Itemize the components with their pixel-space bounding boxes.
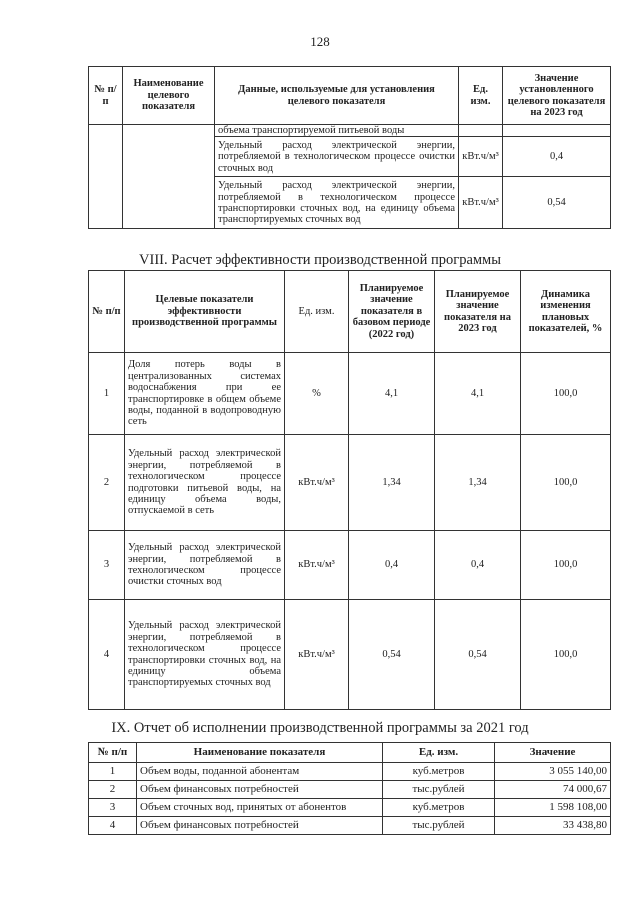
- table-row: [89, 781, 611, 799]
- row-value: 74 000,67: [495, 781, 611, 799]
- col-header-unit: Ед. изм.: [383, 743, 495, 763]
- row-plan: 1,34: [435, 435, 521, 531]
- row-value: 33 438,80: [495, 817, 611, 835]
- row-name: Объем сточных вод, принятых от абонентов: [137, 799, 383, 817]
- row-dynamics: 100,0: [521, 531, 611, 600]
- row-num: 2: [89, 435, 125, 531]
- page-number: 128: [310, 34, 330, 49]
- row-plan: 0,54: [435, 600, 521, 710]
- row-name: Объем финансовых потребностей: [137, 781, 383, 799]
- table-cell-value: 0,54: [503, 177, 611, 229]
- row-unit: кВт.ч/м³: [285, 435, 349, 531]
- table-row: [89, 817, 611, 835]
- table-cell: [89, 125, 123, 229]
- row-unit: кВт.ч/м³: [285, 600, 349, 710]
- table-row: [89, 353, 611, 435]
- row-base: 1,34: [349, 435, 435, 531]
- table-row: [89, 763, 611, 781]
- row-num: 4: [89, 600, 125, 710]
- row-indicator: Удельный расход электрической энергии, потребляемой в технологическом процессе очистки сточных вод: [125, 531, 285, 600]
- row-unit: куб.метров: [383, 763, 495, 781]
- col-header-value: Значение: [495, 743, 611, 763]
- row-num: 2: [89, 781, 137, 799]
- row-num: 4: [89, 817, 137, 835]
- row-num: 3: [89, 799, 137, 817]
- row-base: 4,1: [349, 353, 435, 435]
- report-table: [88, 742, 611, 835]
- row-value: 3 055 140,00: [495, 763, 611, 781]
- col-header-dynamics: Динамика изменения плановых показателей, %: [521, 271, 611, 353]
- row-base: 0,54: [349, 600, 435, 710]
- col-header-num: № п/п: [89, 67, 123, 125]
- table-row: [89, 600, 611, 710]
- section-9-title: IX. Отчет об исполнении производственной программы за 2021 год: [111, 720, 529, 736]
- section-8-title: VIII. Расчет эффективности производственной программы: [139, 252, 501, 268]
- row-indicator: Удельный расход электрической энергии, потребляемой в технологическом процессе подготовки питьевой воды, на единицу объема воды, отпускаемой в сеть: [125, 435, 285, 531]
- col-header-num: № п/п: [89, 743, 137, 763]
- row-num: 3: [89, 531, 125, 600]
- table-row: [89, 799, 611, 817]
- row-base: 0,4: [349, 531, 435, 600]
- row-unit: тыс.рублей: [383, 781, 495, 799]
- table-cell-unit: кВт.ч/м³: [459, 177, 503, 229]
- row-unit: куб.метров: [383, 799, 495, 817]
- row-name: Объем финансовых потребностей: [137, 817, 383, 835]
- target-indicators-table: [88, 66, 611, 229]
- table-cell: [459, 125, 503, 137]
- row-unit: тыс.рублей: [383, 817, 495, 835]
- col-header-plan: Планируемое значение показателя на 2023 год: [435, 271, 521, 353]
- row-dynamics: 100,0: [521, 435, 611, 531]
- table-cell: [503, 125, 611, 137]
- efficiency-table: [88, 270, 611, 710]
- table-cell-data: Удельный расход электрической энергии, потребляемой в технологическом процессе транспортировки сточных вод, на единицу объема транспортируемых сточных вод: [215, 177, 459, 229]
- row-plan: 4,1: [435, 353, 521, 435]
- col-header-base: Планируемое значение показателя в базовом периоде (2022 год): [349, 271, 435, 353]
- row-unit: %: [285, 353, 349, 435]
- row-dynamics: 100,0: [521, 600, 611, 710]
- col-header-unit: Ед. изм.: [285, 271, 349, 353]
- row-indicator: Доля потерь воды в централизованных системах водоснабжения при ее транспортировке в общем объеме воды, поданной в водопроводную сеть: [125, 353, 285, 435]
- col-header-num: № п/п: [89, 271, 125, 353]
- table-cell: [123, 125, 215, 229]
- col-header-value: Значение установленного целевого показателя на 2023 год: [503, 67, 611, 125]
- row-num: 1: [89, 763, 137, 781]
- row-num: 1: [89, 353, 125, 435]
- col-header-data: Данные, используемые для установления целевого показателя: [215, 67, 459, 125]
- table-row: [89, 435, 611, 531]
- table-row: [89, 531, 611, 600]
- table-cell-data: Удельный расход электрической энергии, потребляемой в технологическом процессе очистки сточных вод: [215, 137, 459, 177]
- col-header-indicator: Наименование целевого показателя: [123, 67, 215, 125]
- row-unit: кВт.ч/м³: [285, 531, 349, 600]
- col-header-unit: Ед. изм.: [459, 67, 503, 125]
- row-name: Объем воды, поданной абонентам: [137, 763, 383, 781]
- table-cell-unit: кВт.ч/м³: [459, 137, 503, 177]
- row-plan: 0,4: [435, 531, 521, 600]
- row-indicator: Удельный расход электрической энергии, потребляемой в технологическом процессе транспортировки сточных вод, на единицу объема транспортируемых сточных вод: [125, 600, 285, 710]
- table-cell-value: 0,4: [503, 137, 611, 177]
- table-cell-data: объема транспортируемой питьевой воды: [215, 125, 459, 137]
- row-dynamics: 100,0: [521, 353, 611, 435]
- col-header-indicator: Целевые показатели эффективности производственной программы: [125, 271, 285, 353]
- col-header-name: Наименование показателя: [137, 743, 383, 763]
- row-value: 1 598 108,00: [495, 799, 611, 817]
